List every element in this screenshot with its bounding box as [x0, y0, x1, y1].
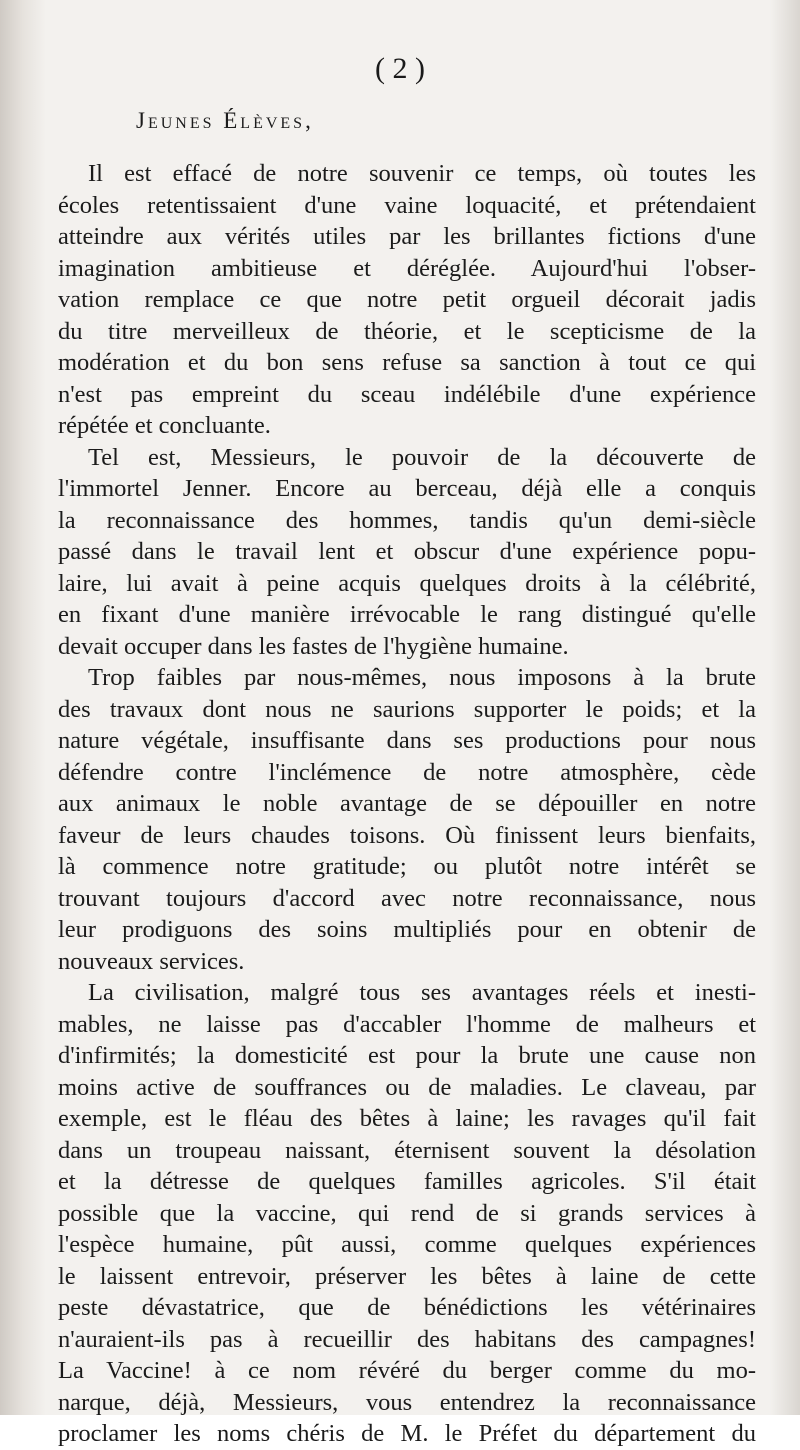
page-number: ( 2 ) — [375, 52, 425, 85]
text-line: aux animaux le noble avantage de se dépouiller en notre — [58, 790, 756, 817]
text-line: Trop faibles par nous-mêmes, nous imposons à la brute — [88, 664, 756, 691]
text-line: narque, déjà, Messieurs, vous entendrez la reconnaissance — [58, 1388, 756, 1416]
text-line: là commence notre gratitude; ou plutôt notre intérêt se — [58, 853, 756, 880]
text-line: l'espèce humaine, pût aussi, comme quelques expériences — [58, 1231, 756, 1258]
text-line: trouvant toujours d'accord avec notre reconnaissance, nous — [58, 884, 756, 912]
body-text — [58, 158, 756, 1450]
text-line: n'est pas empreint du sceau indélébile d'une expérience — [58, 380, 756, 408]
text-line: n'auraient-ils pas à recueillir des habitans des campagnes! — [58, 1325, 756, 1353]
text-line: peste dévastatrice, que de bénédictions les vétérinaires — [58, 1294, 756, 1321]
text-line: l'immortel Jenner. Encore au berceau, déjà elle a conquis — [58, 475, 756, 502]
text-line: laire, lui avait à peine acquis quelques droits à la célébrité, — [58, 569, 756, 597]
text-line: atteindre aux vérités utiles par les brillantes fictions d'une — [58, 223, 756, 250]
page-gutter-shadow — [0, 0, 46, 1415]
text-line: devait occuper dans les fastes de l'hygiène humaine. — [58, 632, 569, 660]
text-line: nature végétale, insuffisante dans ses productions pour nous — [58, 727, 756, 754]
text-line: écoles retentissaient d'une vaine loquacité, et prétendaient — [58, 191, 756, 219]
salutation-heading: Jeunes Élèves, — [136, 108, 314, 133]
text-line: vation remplace ce que notre petit orgueil décorait jadis — [58, 286, 756, 313]
text-line: répétée et concluante. — [58, 412, 271, 439]
text-line: La civilisation, malgré tous ses avantages réels et inesti- — [88, 979, 756, 1006]
text-line: défendre contre l'inclémence de notre atmosphère, cède — [58, 758, 756, 786]
text-line: passé dans le travail lent et obscur d'une expérience popu- — [58, 538, 756, 565]
text-line: proclamer les noms chéris de M. le Préfet du département du — [58, 1420, 756, 1447]
text-line: faveur de leurs chaudes toisons. Où finissent leurs bienfaits, — [58, 821, 756, 849]
text-line: du titre merveilleux de théorie, et le scepticisme de la — [58, 317, 756, 345]
page-edge-shadow — [770, 0, 800, 1415]
text-line: des travaux dont nous ne saurions supporter le poids; et la — [58, 695, 756, 723]
text-line: mables, ne laisse pas d'accabler l'homme de malheurs et — [58, 1010, 756, 1038]
text-line: exemple, est le fléau des bêtes à laine; les ravages qu'il fait — [58, 1105, 756, 1132]
text-line: moins active de souffrances ou de maladies. Le claveau, par — [58, 1073, 756, 1101]
text-line: imagination ambitieuse et déréglée. Aujourd'hui l'obser- — [58, 254, 756, 282]
text-line: en fixant d'une manière irrévocable le rang distingué qu'elle — [58, 601, 756, 628]
text-line: Tel est, Messieurs, le pouvoir de la découverte de — [88, 443, 756, 471]
text-line: modération et du bon sens refuse sa sanction à tout ce qui — [58, 349, 756, 376]
text-line: leur prodiguons des soins multipliés pour en obtenir de — [58, 916, 756, 943]
text-line: La Vaccine! à ce nom révéré du berger comme du mo- — [58, 1357, 756, 1384]
text-line: d'infirmités; la domesticité est pour la brute une cause non — [58, 1042, 756, 1069]
text-line: dans un troupeau naissant, éternisent souvent la désolation — [58, 1136, 756, 1164]
text-line: Il est effacé de notre souvenir ce temps, où toutes les — [88, 160, 756, 187]
text-line: possible que la vaccine, qui rend de si grands services à — [58, 1199, 756, 1227]
text-line: nouveaux services. — [58, 947, 245, 975]
text-line: et la détresse de quelques familles agricoles. S'il était — [58, 1168, 756, 1195]
text-line: la reconnaissance des hommes, tandis qu'un demi-siècle — [58, 506, 756, 534]
text-line: le laissent entrevoir, préserver les bêtes à laine de cette — [58, 1262, 756, 1290]
